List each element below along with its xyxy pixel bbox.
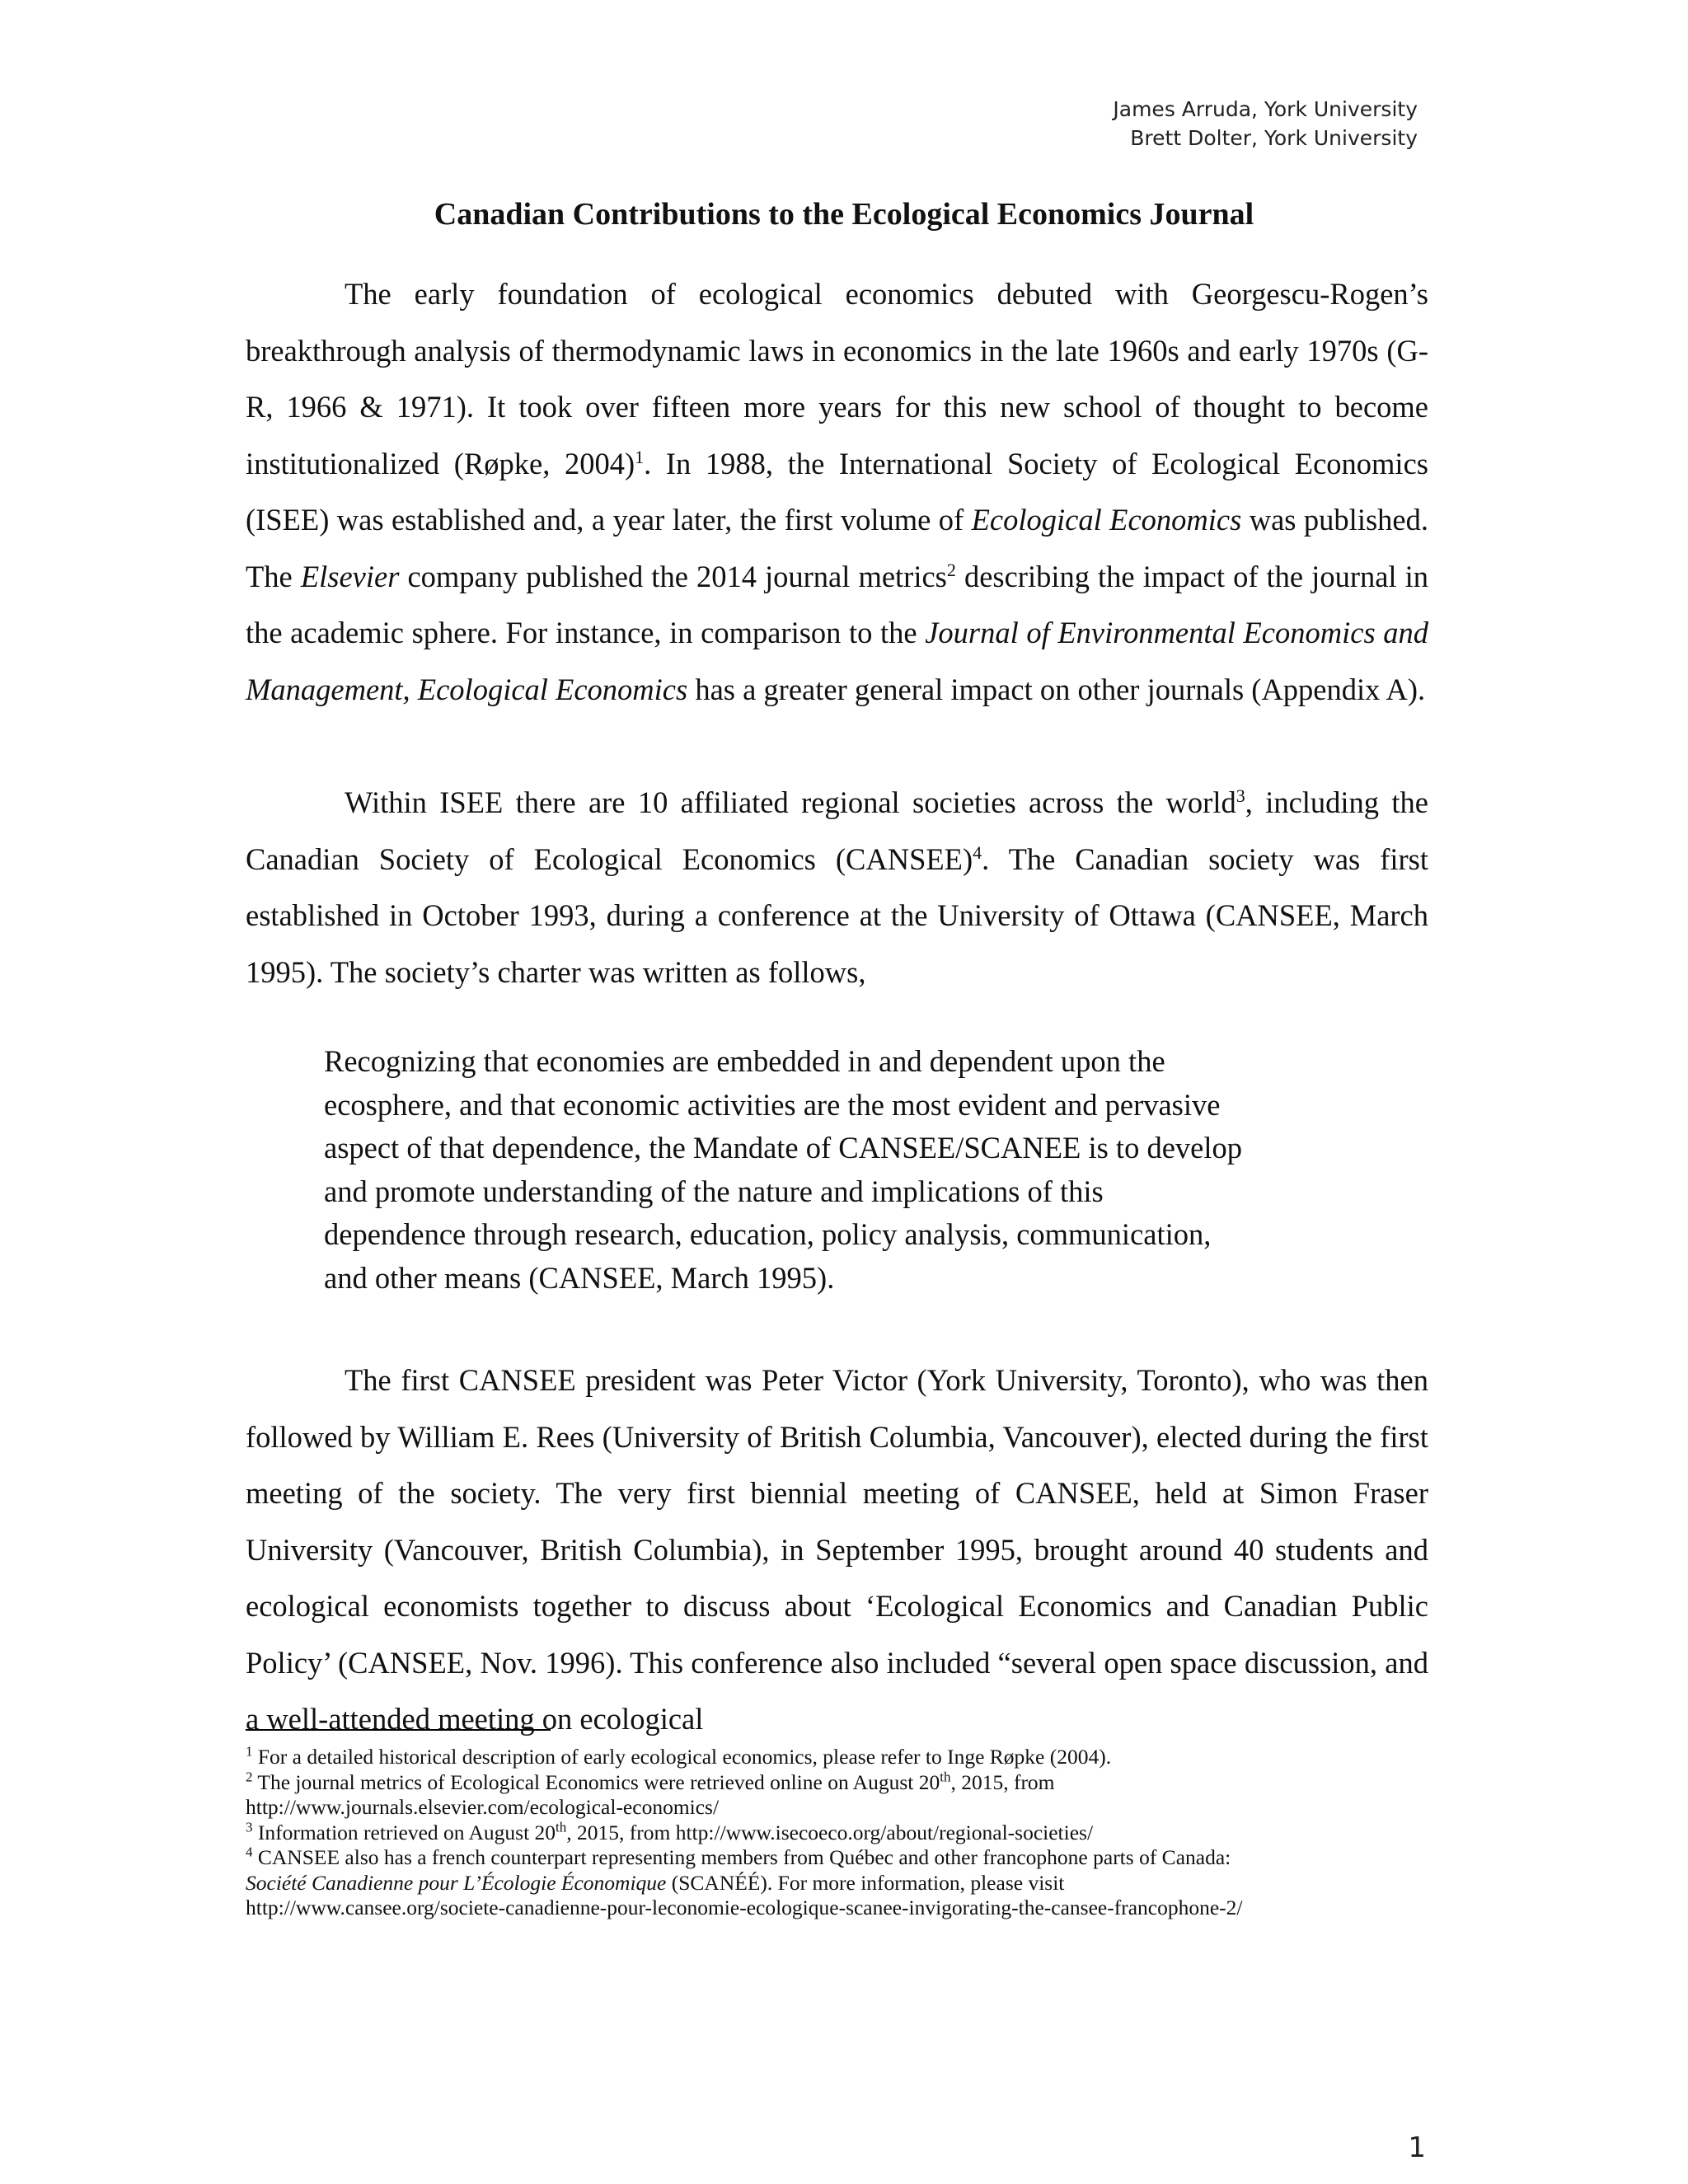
author-line-1: James Arruda, York University: [1113, 97, 1418, 121]
paragraph-text: was published. The: [246, 503, 1428, 593]
footnote-text: For a detailed historical description of early ecological economics, please refer to Inge Røpke (2004).: [252, 1745, 1112, 1769]
footnote-text: , 2015, from http://www.isecoeco.org/about/regional-societies/: [566, 1820, 1094, 1844]
footnote-text: CANSEE also has a french counterpart representing members from Québec and other francophone parts of Canada:: [252, 1845, 1231, 1869]
footnote-2: [246, 1770, 1449, 1821]
paragraph-1: [246, 266, 1428, 718]
paragraph-text: . The Canadian society was first established in October 1993, during a conference at the University of Ottawa (CANSEE, March 1995). The society’s charter was written as follows,: [246, 841, 1428, 989]
publisher-name: Elsevier: [300, 559, 400, 593]
paragraph-text: company published the 2014 journal metrics: [399, 559, 947, 593]
footnote-1: [246, 1745, 1449, 1770]
paragraph-text: has a greater general impact on other journals (Appendix A).: [687, 672, 1426, 706]
journal-title: Journal of Environmental Economics and Management, Ecological Economics: [246, 616, 1428, 706]
quote-line: Recognizing that economies are embedded in and dependent upon the: [324, 1044, 1165, 1078]
quote-line: ecosphere, and that economic activities are the most evident and pervasive: [324, 1087, 1221, 1122]
quote-line: aspect of that dependence, the Mandate of CANSEE/SCANEE is to develop: [324, 1131, 1242, 1165]
society-name: Société Canadienne pour L’Écologie Économique: [246, 1870, 667, 1895]
footnote-ref-4: 4: [973, 841, 982, 863]
footnote-text: (SCANÉÉ). For more information, please visit: [666, 1870, 1065, 1895]
document-title: Canadian Contributions to the Ecological Economics Journal: [434, 197, 1254, 232]
paragraph-text: The early foundation of ecological economics debuted with Georgescu-Rogen’s breakthrough analysis of thermodynamic laws in economics in the late 1960s and early 1970s (G-R, 1966 & 1971). It took over fifteen more years for this new school of thought to become institutionalized (Røpke, 2004): [246, 277, 1428, 480]
footnote-ref-2: 2: [946, 559, 956, 580]
paragraph-2: [246, 775, 1428, 1001]
footnote-mark: 1: [246, 1743, 253, 1760]
ordinal-suffix: th: [940, 1769, 951, 1784]
footnote-mark: 2: [246, 1769, 253, 1784]
paragraph-3: The first CANSEE president was Peter Victor (York University, Toronto), who was then followed by William E. Rees (University of British Columbia, Vancouver), elected during the first meeting of the society. The very first biennial meeting of CANSEE, held at Simon Fraser University (Vancouver, British Columbia), in September 1995, brought around 40 students and ecological economists together to discuss about ‘Ecological Economics and Canadian Public Policy’ (CANSEE, Nov. 1996). This conference also included “several open space discussion, and a well-attended meeting on ecological: [246, 1363, 1428, 1736]
footnote-ref-1: 1: [635, 446, 645, 467]
author-line-2: Brett Dolter, York University: [1130, 126, 1418, 150]
quote-line: dependence through research, education, policy analysis, communication,: [324, 1217, 1212, 1251]
footnote-4: [246, 1845, 1449, 1921]
block-quote: [324, 1040, 1346, 1300]
ordinal-suffix: th: [556, 1819, 567, 1835]
footnote-url[interactable]: http://www.journals.elsevier.com/ecological-economics/: [246, 1795, 720, 1819]
footnote-divider: [246, 1729, 551, 1731]
journal-title: Ecological Economics: [971, 503, 1242, 537]
page-number: 1: [1408, 2131, 1426, 2164]
paragraph-text: Within ISEE there are 10 affiliated regional societies across the world: [345, 785, 1236, 819]
quote-line: and promote understanding of the nature and implications of this: [324, 1174, 1104, 1208]
quote-line: and other means (CANSEE, March 1995).: [324, 1260, 835, 1295]
footnote-3: [246, 1821, 1449, 1846]
footnote-mark: 3: [246, 1819, 253, 1835]
footnote-text: Information retrieved on August 20: [252, 1820, 556, 1844]
footnote-url[interactable]: http://www.cansee.org/societe-canadienne-pour-leconomie-ecologique-scanee-invigorating-the-cansee-francophone-2/: [246, 1896, 1243, 1919]
footnote-ref-3: 3: [1236, 785, 1245, 806]
paragraph-text: . In 1988, the International Society of Ecological Economics (ISEE) was established and, a year later, the first volume of: [246, 446, 1428, 537]
footnote-text: The journal metrics of Ecological Economics were retrieved online on August 20: [252, 1769, 940, 1794]
footnote-text: , 2015, from: [950, 1769, 1055, 1794]
footnotes: [246, 1745, 1449, 1921]
paragraph-text: describing the impact of the journal in the academic sphere. For instance, in comparison to the: [246, 559, 1429, 649]
footnote-mark: 4: [246, 1844, 253, 1860]
paragraph-text: , including the Canadian Society of Ecological Economics (CANSEE): [246, 785, 1428, 876]
